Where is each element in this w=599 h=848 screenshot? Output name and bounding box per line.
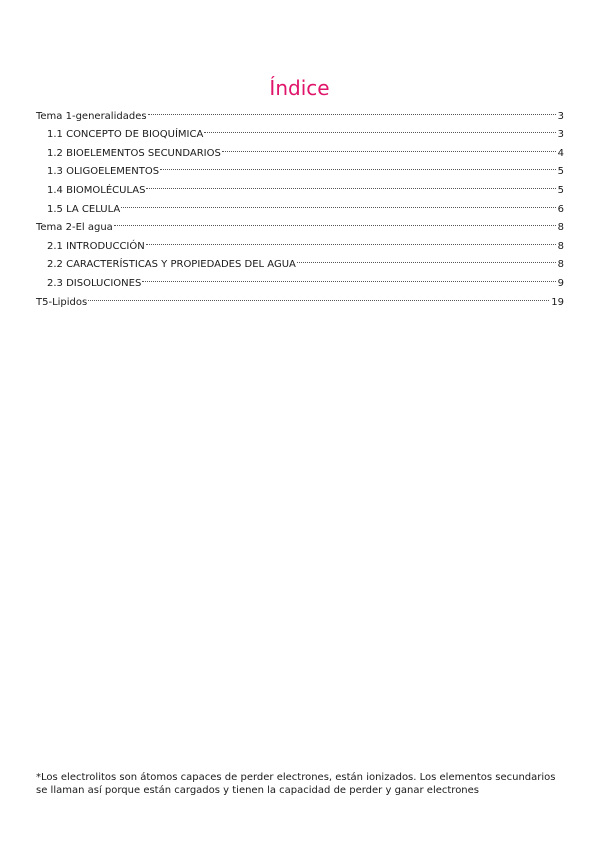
toc-dot-leader (147, 100, 558, 119)
toc-entry-t5[interactable] (36, 286, 564, 308)
toc-entry-label[interactable]: Tema 1-generalidades (36, 110, 147, 122)
footnote: *Los electrolitos son átomos capaces de perder electrones, están ionizados. Los elementos secundarios se llaman así porque están cargados y tienen la capacidad de perder y ganar electrones (36, 772, 556, 796)
toc-page-number: 5 (557, 166, 564, 178)
toc-page-number: 8 (557, 259, 564, 271)
toc-page-number: 4 (557, 147, 564, 159)
toc-entry-2-1[interactable] (36, 230, 564, 252)
toc-entry-label[interactable]: T5-Lipidos (36, 296, 88, 308)
toc-entry-label[interactable]: 2.3 DISOLUCIONES (47, 277, 142, 289)
toc-entry-label[interactable]: 1.5 LA CELULA (47, 203, 121, 215)
toc-page-number: 8 (557, 222, 564, 234)
table-of-contents (36, 100, 564, 308)
toc-dot-leader (159, 156, 558, 175)
toc-page-number: 19 (551, 296, 564, 308)
toc-page-number: 5 (557, 184, 564, 196)
toc-dot-leader (145, 230, 558, 249)
toc-entry-tema-2[interactable] (36, 212, 564, 234)
toc-entry-tema-1[interactable] (36, 100, 564, 122)
toc-entry-label[interactable]: 2.2 CARACTERÍSTICAS Y PROPIEDADES DEL AGUA (47, 259, 296, 271)
toc-dot-leader (145, 174, 557, 193)
toc-entry-label[interactable]: 1.2 BIOELEMENTOS SECUNDARIOS (47, 147, 221, 159)
toc-page-number: 3 (557, 110, 564, 122)
toc-dot-leader (113, 212, 558, 231)
toc-entry-label[interactable]: Tema 2-El agua (36, 222, 113, 234)
toc-page-number: 9 (557, 277, 564, 289)
toc-dot-leader (221, 137, 558, 156)
toc-dot-leader (296, 249, 558, 268)
toc-page-number: 8 (557, 240, 564, 252)
toc-dot-leader (141, 267, 557, 286)
toc-page-number: 3 (557, 129, 564, 141)
toc-dot-leader (203, 119, 557, 138)
toc-entry-label[interactable]: 1.3 OLIGOELEMENTOS (47, 166, 160, 178)
toc-dot-leader (87, 286, 551, 305)
page-title: Índice (269, 76, 330, 100)
toc-entry-label[interactable]: 1.4 BIOMOLÉCULAS (47, 184, 146, 196)
toc-dot-leader (120, 193, 557, 212)
toc-entry-label[interactable]: 2.1 INTRODUCCIÓN (47, 240, 145, 252)
toc-page-number: 6 (557, 203, 564, 215)
toc-entry-label[interactable]: 1.1 CONCEPTO DE BIOQUÍMICA (47, 129, 204, 141)
